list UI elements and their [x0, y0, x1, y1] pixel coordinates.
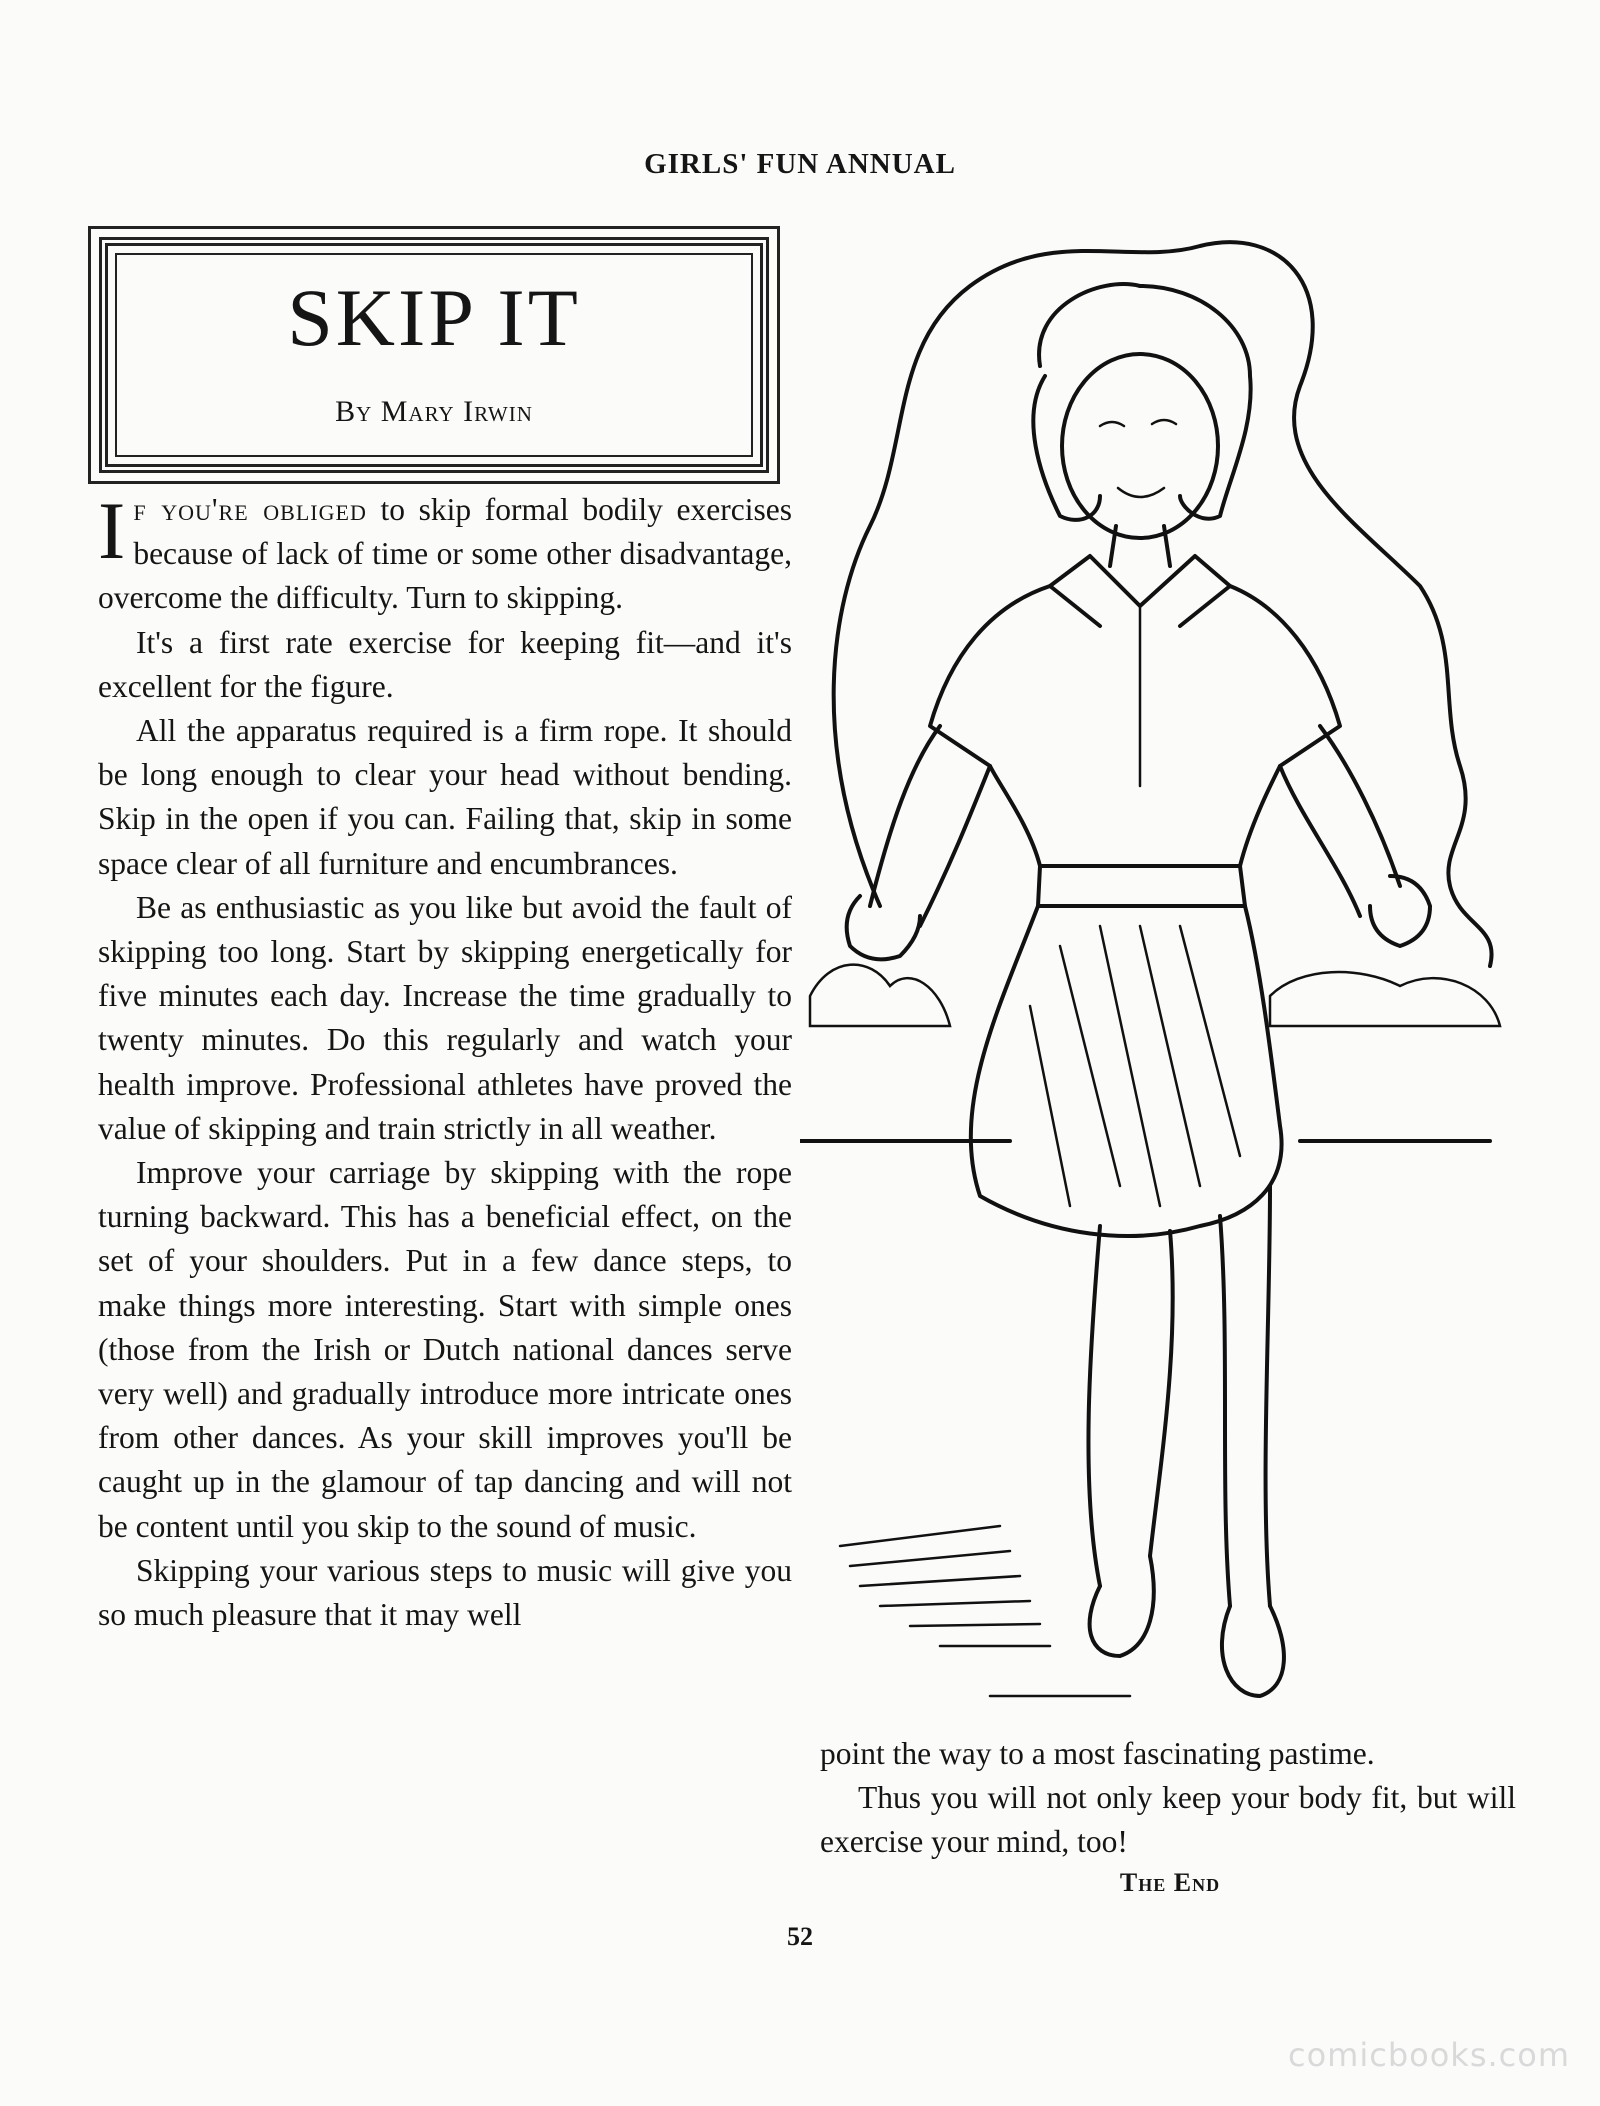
left-column [98, 485, 792, 1637]
right-column [820, 1732, 1516, 1865]
paragraph: Skipping your various steps to music will give you so much pleasure that it may well [98, 1552, 792, 1633]
paragraph: Improve your carriage by skipping with the rope turning backward. This has a beneficial effect, on the set of your shoulders. Put in a few dance steps, to make things more interesting. Start with simple ones (those from the Irish or Dutch national dances serve very well) and gradually introduce more intricate ones from other dances. As your skill improves you'll be caught up in the glamour of tap dancing and will not be content until you skip to the sound of music. [98, 1155, 792, 1544]
lead-paragraph [98, 485, 792, 621]
lead-text: to skip formal bodily exercises because of lack of time or some other disadvantage, overcome the difficulty. Turn to skipping. [98, 492, 792, 616]
paragraph: point the way to a most fascinating pastime. [820, 1736, 1375, 1771]
paragraph: Thus you will not only keep your body fit, but will exercise your mind, too! [820, 1780, 1516, 1860]
running-head: GIRLS' FUN ANNUAL [644, 148, 956, 180]
title-box [88, 226, 780, 484]
paragraph: It's a first rate exercise for keeping fit—and it's excellent for the figure. [98, 624, 792, 704]
paragraph: Be as enthusiastic as you like but avoid the fault of skipping too long. Start by skipping energetically for five minutes each day. Increase the time gradually to twenty minutes. Do this regularly and watch your health improve. Professional athletes have proved the value of skipping and train strictly in all weather. [98, 889, 792, 1146]
lead-smallcaps: f you're obliged [133, 492, 367, 527]
end-mark: The End [1119, 1868, 1221, 1897]
paragraph: All the apparatus required is a firm rope. It should be long enough to clear your head without bending. Skip in the open if you can. Failing that, skip in some space clear of all furniture and encumbrances. [98, 713, 792, 881]
byline: By Mary Irwin [335, 395, 533, 428]
drop-cap: I [98, 485, 126, 576]
girl-skipping-rope-icon [800, 226, 1520, 1746]
watermark: comicbooks.com [1287, 2036, 1570, 2074]
page-number: 52 [787, 1922, 813, 1951]
article-title: SKIP IT [287, 272, 581, 363]
